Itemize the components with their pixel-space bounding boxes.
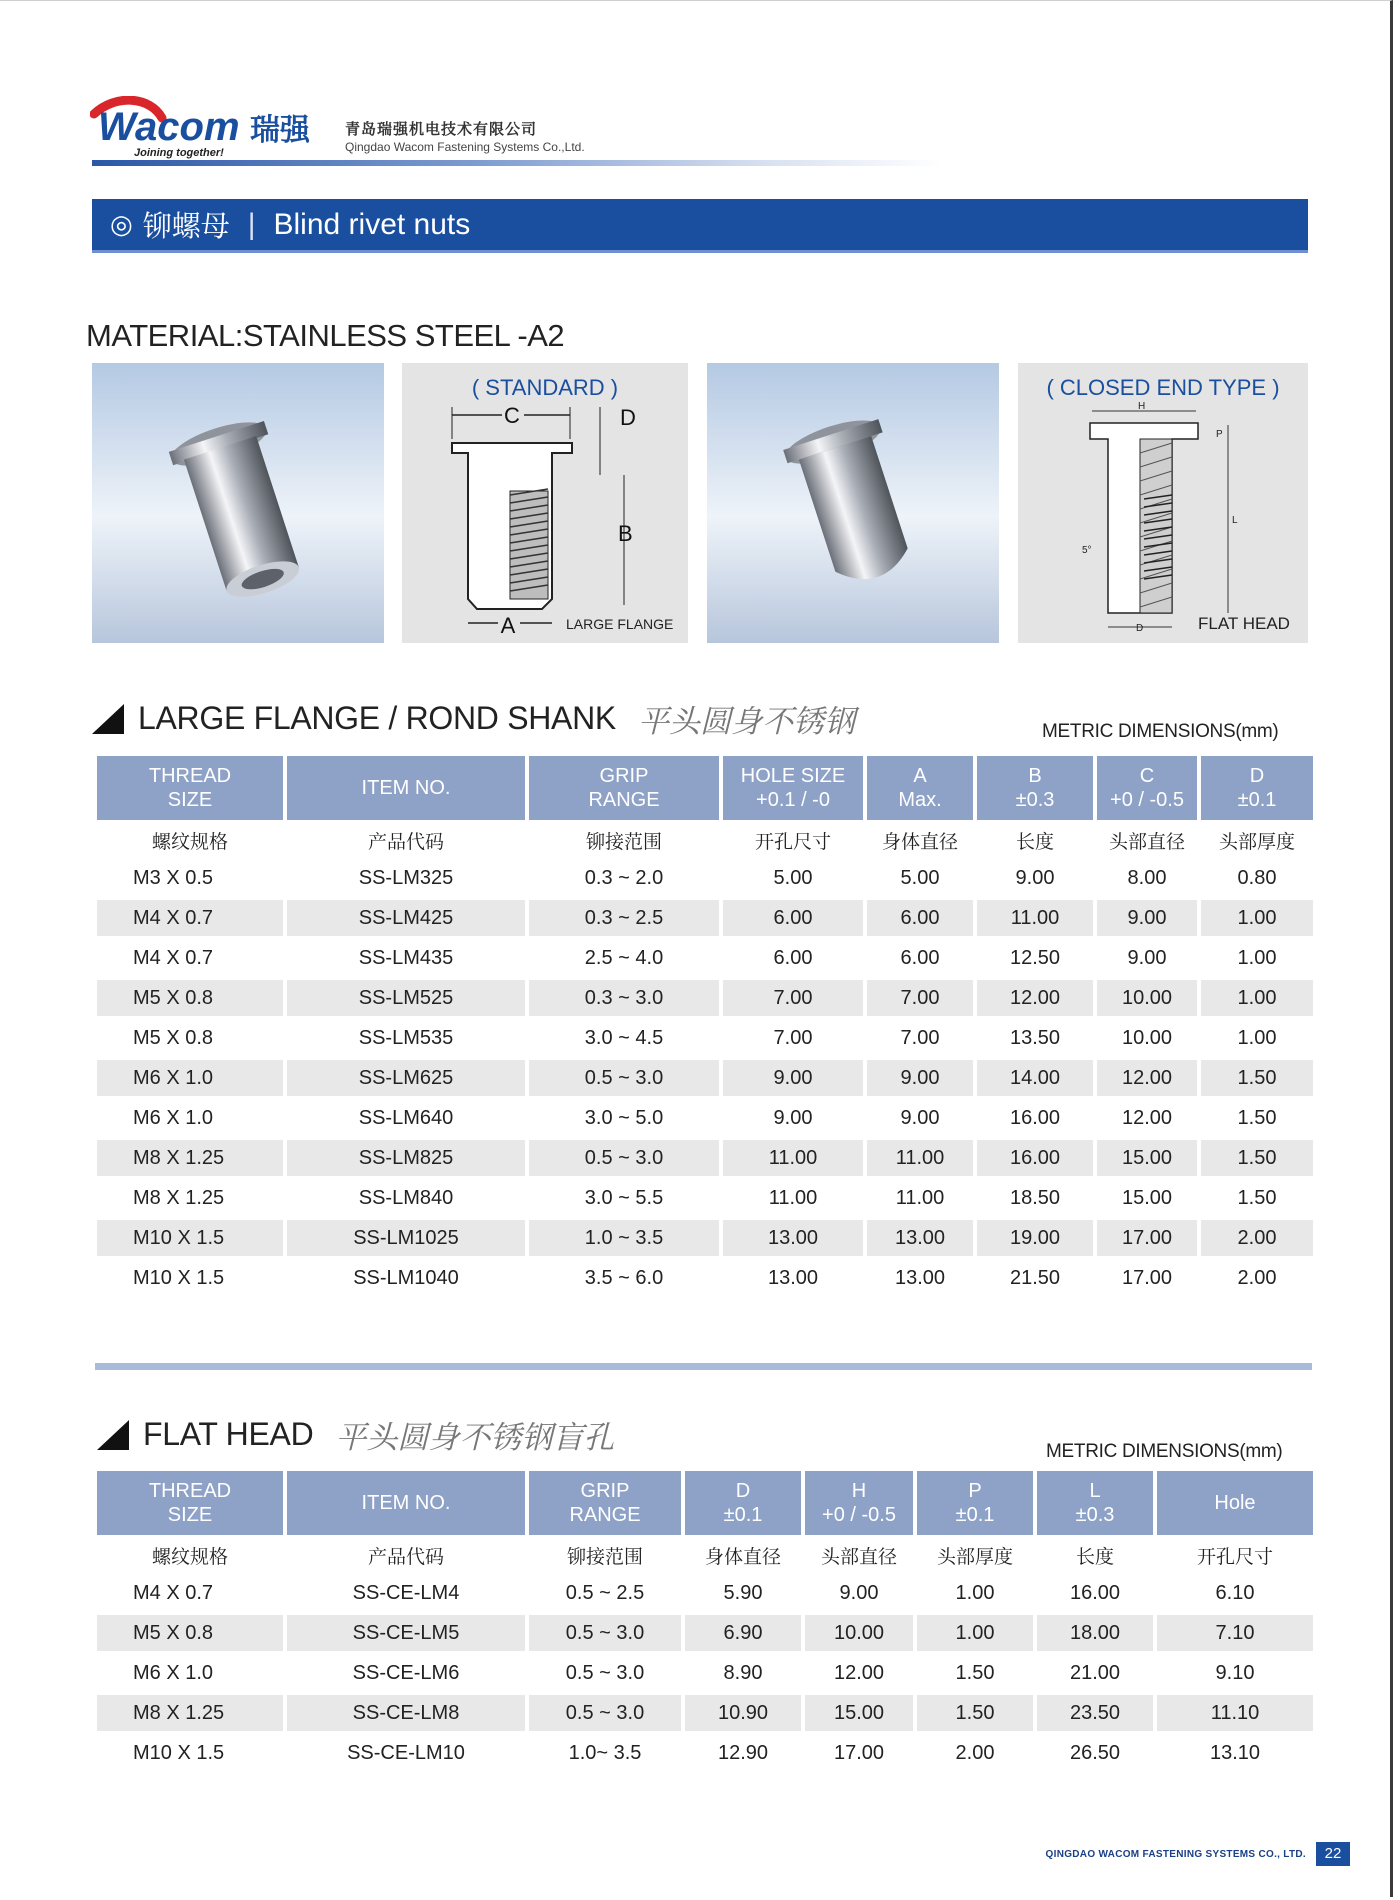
column-header [917,1471,1033,1535]
table-cell: 17.00 [1097,1220,1197,1256]
table-cell: 1.00 [1201,940,1313,976]
table-cell: M6 X 1.0 [97,1655,283,1691]
logo-cn: 瑞强 [250,113,310,148]
company-name-cn: 青岛瑞强机电技术有限公司 [345,120,538,138]
label-c: C [504,403,520,428]
company-name [345,118,585,154]
column-header-cn: 螺纹规格 [97,1539,283,1571]
column-header-line: GRIP [599,765,649,787]
column-header-line: HOLE SIZE [740,765,846,787]
column-header-cn: 开孔尺寸 [1157,1539,1313,1571]
table-cell: 1.00 [1201,980,1313,1016]
column-header-line: RANGE [588,789,660,811]
table-cell: 15.00 [805,1695,913,1731]
column-header-line: ±0.1 [955,1504,995,1526]
table-row [97,1655,1313,1691]
table-cell: 12.00 [977,980,1093,1016]
table-cell: 12.00 [805,1655,913,1691]
header-cn-row [97,1539,1313,1571]
table-cell: 23.50 [1037,1695,1153,1731]
column-header [867,756,973,820]
column-header-cn: 产品代码 [287,824,525,856]
table-cell: 10.90 [685,1695,801,1731]
table-cell: M5 X 0.8 [97,1615,283,1651]
column-header [1201,756,1313,820]
section-large-flange-title [92,696,855,741]
table-row [97,1060,1313,1096]
table-cell: 7.00 [867,1020,973,1056]
banner-title-cn: 铆螺母 [142,209,230,243]
page-footer [1046,1842,1350,1866]
table-cell: M5 X 0.8 [97,1020,283,1056]
label-d: D [620,405,636,430]
table-cell: 7.00 [867,980,973,1016]
column-header-line: +0 / -0.5 [822,1504,896,1526]
table-cell: 17.00 [1097,1260,1197,1296]
table-cell: 6.00 [867,940,973,976]
section-divider [95,1363,1312,1370]
table-cell: 13.00 [867,1220,973,1256]
table-row [97,980,1313,1016]
column-header-line: SIZE [167,789,213,811]
section1-metric-note: METRIC DIMENSIONS(mm) [1042,721,1279,742]
table-cell: 6.90 [685,1615,801,1651]
table-cell: 21.50 [977,1260,1093,1296]
table-cell: SS-LM840 [287,1180,525,1216]
table-cell: 9.00 [723,1060,863,1096]
table-cell: M4 X 0.7 [97,940,283,976]
table-row [97,1140,1313,1176]
table-cell: 8.00 [1097,860,1197,896]
photo-closed-end-rivet-nut [707,363,999,643]
column-header-cn: 头部厚度 [917,1539,1033,1571]
title-banner [92,199,1308,253]
logo-graphic [90,96,330,162]
table-cell: M6 X 1.0 [97,1100,283,1136]
table-cell: 15.00 [1097,1140,1197,1176]
column-header-line: D [1249,765,1265,787]
column-header-cn: 头部厚度 [1201,824,1313,856]
section2-title-cn: 平头圆身不锈钢盲孔 [335,1420,615,1456]
table-cell: 1.00 [1201,1020,1313,1056]
logo-text: Wacom [98,105,240,149]
table-cell: 1.0 ~ 3.5 [529,1220,719,1256]
table-row [97,860,1313,896]
column-header-cn: 铆接范围 [529,824,719,856]
column-header-cn: 身体直径 [685,1539,801,1571]
company-name-en: Qingdao Wacom Fastening Systems Co.,Ltd. [345,140,585,154]
table-cell: 3.5 ~ 6.0 [529,1260,719,1296]
column-header-cn: 长度 [1037,1539,1153,1571]
table-cell: 9.10 [1157,1655,1313,1691]
label-l: L [1232,515,1238,526]
table-cell: 13.00 [867,1260,973,1296]
table-cell: 0.80 [1201,860,1313,896]
table-cell: 11.00 [723,1140,863,1176]
table-cell: SS-LM535 [287,1020,525,1056]
table-cell: 3.0 ~ 4.5 [529,1020,719,1056]
drawing-closed-caption: ( CLOSED END TYPE ) [1046,375,1280,400]
table-cell: M8 X 1.25 [97,1695,283,1731]
table-cell: 1.50 [917,1655,1033,1691]
table-cell: 0.3 ~ 2.0 [529,860,719,896]
table-cell: SS-LM640 [287,1100,525,1136]
column-header-line: GRIP [580,1480,630,1502]
table-cell: 9.00 [977,860,1093,896]
table-cell: 8.90 [685,1655,801,1691]
table-cell: SS-LM825 [287,1140,525,1176]
table-cell: 12.00 [1097,1060,1197,1096]
column-header [287,1471,525,1535]
flat-head-table [93,1467,1317,1775]
table-cell: 26.50 [1037,1735,1153,1771]
large-flange-table [93,752,1317,1300]
table-cell: SS-LM1040 [287,1260,525,1296]
table-cell: 10.00 [1097,980,1197,1016]
drawing-closed-end [1018,363,1308,643]
table-cell: 18.00 [1037,1615,1153,1651]
triangle-icon [97,1420,129,1450]
table-cell: 1.50 [1201,1060,1313,1096]
header-row [97,1471,1313,1535]
column-header [1097,756,1197,820]
column-header-line: A [913,765,927,787]
table-cell: 0.5 ~ 3.0 [529,1140,719,1176]
column-header-line: RANGE [569,1504,641,1526]
column-header [1037,1471,1153,1535]
table-cell: M10 X 1.5 [97,1220,283,1256]
column-header [977,756,1093,820]
table-cell: 11.00 [867,1140,973,1176]
table-cell: 16.00 [977,1140,1093,1176]
table-row [97,1220,1313,1256]
table-cell: M10 X 1.5 [97,1735,283,1771]
table-cell: 1.00 [1201,900,1313,936]
table-cell: 6.00 [867,900,973,936]
banner-separator: | [247,207,256,241]
table-cell: 0.5 ~ 3.0 [529,1060,719,1096]
column-header-line: ±0.3 [1015,789,1055,811]
column-header [723,756,863,820]
triangle-icon [92,704,124,734]
table-cell: 15.00 [1097,1180,1197,1216]
table-cell: 3.0 ~ 5.0 [529,1100,719,1136]
section1-title-en: LARGE FLANGE / ROND SHANK [138,700,616,736]
table-cell: 16.00 [977,1100,1093,1136]
table-cell: 13.10 [1157,1735,1313,1771]
table-cell: 9.00 [867,1100,973,1136]
material-heading: MATERIAL:STAINLESS STEEL -A2 [86,318,565,353]
table-cell: SS-CE-LM5 [287,1615,525,1651]
table-cell: M10 X 1.5 [97,1260,283,1296]
table-row [97,1575,1313,1611]
table-cell: SS-LM625 [287,1060,525,1096]
drawing-standard-note: LARGE FLANGE [566,616,674,632]
table-cell: SS-CE-LM8 [287,1695,525,1731]
table-cell: 11.10 [1157,1695,1313,1731]
logo-tagline: Joining together! [134,147,224,159]
label-h: H [1138,401,1146,412]
column-header-line: Max. [898,789,942,811]
column-header-line: H [851,1480,867,1502]
table-cell: 0.5 ~ 3.0 [529,1615,681,1651]
table-cell: 1.50 [917,1695,1033,1731]
column-header-line: ±0.1 [723,1504,763,1526]
table-cell: 16.00 [1037,1575,1153,1611]
table-cell: 10.00 [805,1615,913,1651]
header-rule [92,160,942,166]
table-cell: 0.3 ~ 3.0 [529,980,719,1016]
column-header [97,1471,283,1535]
table-cell: 14.00 [977,1060,1093,1096]
column-header-cn: 产品代码 [287,1539,525,1571]
table-cell: 9.00 [805,1575,913,1611]
section1-title-cn: 平头圆身不锈钢 [637,704,855,740]
column-header-line: D [735,1480,751,1502]
table-cell: M6 X 1.0 [97,1060,283,1096]
column-header-line: ±0.3 [1075,1504,1115,1526]
column-header-line: THREAD [148,765,232,787]
column-header-line: C [1139,765,1155,787]
table-cell: 9.00 [1097,900,1197,936]
table-cell: 13.00 [723,1260,863,1296]
table-row [97,1100,1313,1136]
table-cell: 5.00 [867,860,973,896]
table-cell: 13.00 [723,1220,863,1256]
table-cell: 0.5 ~ 3.0 [529,1655,681,1691]
company-logo [90,96,330,162]
label-p: P [1216,429,1223,440]
table-cell: 0.5 ~ 2.5 [529,1575,681,1611]
table-row [97,900,1313,936]
table-cell: 18.50 [977,1180,1093,1216]
header-cn-row [97,824,1313,856]
column-header-line: +0.1 / -0 [756,789,830,811]
column-header [805,1471,913,1535]
table-cell: 21.00 [1037,1655,1153,1691]
table-cell: SS-LM525 [287,980,525,1016]
table-row [97,1695,1313,1731]
target-icon: ◎ [110,209,133,239]
table-cell: SS-LM425 [287,900,525,936]
table-cell: 0.5 ~ 3.0 [529,1695,681,1731]
table-row [97,1260,1313,1296]
table-cell: 1.00 [917,1615,1033,1651]
table-cell: 0.3 ~ 2.5 [529,900,719,936]
table-row [97,1180,1313,1216]
column-header-line: B [1028,765,1042,787]
table-cell: 5.90 [685,1575,801,1611]
drawing-closed-note: FLAT HEAD [1198,614,1290,633]
header-row [97,756,1313,820]
column-header [287,756,525,820]
column-header-cn: 头部直径 [805,1539,913,1571]
table-cell: 12.00 [1097,1100,1197,1136]
table-cell: M3 X 0.5 [97,860,283,896]
table-cell: 2.5 ~ 4.0 [529,940,719,976]
table-cell: 19.00 [977,1220,1093,1256]
table-cell: 6.00 [723,900,863,936]
table-cell: 1.50 [1201,1180,1313,1216]
table-cell: 2.00 [1201,1260,1313,1296]
table-cell: 11.00 [723,1180,863,1216]
table-row [97,1615,1313,1651]
table-cell: 3.0 ~ 5.5 [529,1180,719,1216]
table-cell: 9.00 [867,1060,973,1096]
column-header-cn: 头部直径 [1097,824,1197,856]
table-cell: 1.50 [1201,1100,1313,1136]
table-cell: 1.00 [917,1575,1033,1611]
table-cell: SS-LM325 [287,860,525,896]
column-header [97,756,283,820]
column-header-cn: 铆接范围 [529,1539,681,1571]
table-cell: SS-CE-LM6 [287,1655,525,1691]
table-cell: 11.00 [867,1180,973,1216]
drawing-standard-caption: ( STANDARD ) [471,375,619,400]
table-cell: 12.90 [685,1735,801,1771]
table-cell: M4 X 0.7 [97,900,283,936]
column-header [529,756,719,820]
footer-company: QINGDAO WACOM FASTENING SYSTEMS CO., LTD. [1045,1848,1306,1860]
column-header [1157,1471,1313,1535]
table-cell: 1.50 [1201,1140,1313,1176]
table-cell: 13.50 [977,1020,1093,1056]
column-header-line: ITEM NO. [361,777,451,799]
label-angle: 5° [1082,545,1092,556]
table-cell: M5 X 0.8 [97,980,283,1016]
table-cell: 7.00 [723,980,863,1016]
table-cell: 5.00 [723,860,863,896]
label-b: B [618,521,633,546]
drawing-standard [402,363,688,643]
table-cell: 10.00 [1097,1020,1197,1056]
banner-title-en: Blind rivet nuts [273,207,471,241]
table-cell: 1.0~ 3.5 [529,1735,681,1771]
table-cell: 12.50 [977,940,1093,976]
column-header [685,1471,801,1535]
column-header-cn: 长度 [977,824,1093,856]
table-cell: SS-CE-LM4 [287,1575,525,1611]
table-cell: 17.00 [805,1735,913,1771]
table-row [97,1020,1313,1056]
table-cell: M8 X 1.25 [97,1140,283,1176]
column-header-line: Hole [1214,1492,1256,1514]
table-row [97,1735,1313,1771]
table-row [97,940,1313,976]
table-cell: 7.10 [1157,1615,1313,1651]
column-header-line: SIZE [167,1504,213,1526]
table-cell: SS-CE-LM10 [287,1735,525,1771]
table-cell: M8 X 1.25 [97,1180,283,1216]
photo-standard-rivet-nut [92,363,384,643]
table-cell: 9.00 [1097,940,1197,976]
column-header-line: +0 / -0.5 [1110,789,1184,811]
table-cell: 6.00 [723,940,863,976]
table-cell: 7.00 [723,1020,863,1056]
section2-title-en: FLAT HEAD [143,1416,314,1452]
table-cell: 11.00 [977,900,1093,936]
label-a: A [500,613,516,638]
table-cell: M4 X 0.7 [97,1575,283,1611]
table-cell: 6.10 [1157,1575,1313,1611]
column-header-cn: 身体直径 [867,824,973,856]
column-header-line: ±0.1 [1237,789,1277,811]
column-header-line: ITEM NO. [361,1492,451,1514]
column-header [529,1471,681,1535]
table-cell: 9.00 [723,1100,863,1136]
table-cell: SS-LM435 [287,940,525,976]
column-header-line: P [968,1480,982,1502]
column-header-cn: 开孔尺寸 [723,824,863,856]
label-d-closed: D [1136,623,1144,634]
table-cell: 2.00 [1201,1220,1313,1256]
table-cell: SS-LM1025 [287,1220,525,1256]
section-flat-head-title [97,1412,614,1457]
column-header-line: THREAD [148,1480,232,1502]
table-cell: 2.00 [917,1735,1033,1771]
column-header-cn: 螺纹规格 [97,824,283,856]
section2-metric-note: METRIC DIMENSIONS(mm) [1046,1441,1283,1462]
page-number: 22 [1316,1842,1350,1866]
column-header-line: L [1089,1480,1101,1502]
